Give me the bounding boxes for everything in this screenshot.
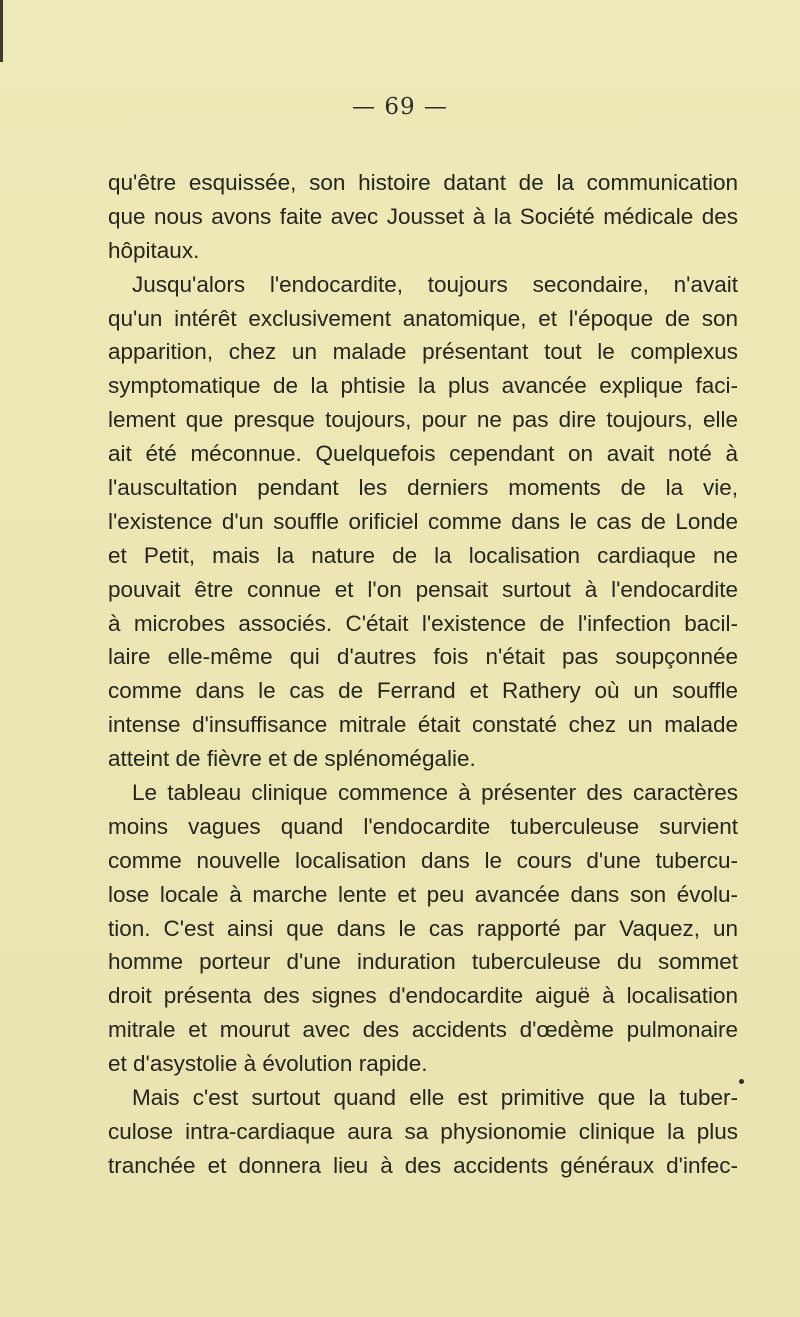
- text-line: ait été méconnue. Quelquefois cependant on avait noté à: [108, 441, 738, 467]
- text-line: hôpitaux.: [108, 237, 200, 263]
- text-line: comme nouvelle localisation dans le cours d'une tubercu-: [108, 847, 738, 873]
- text-line: tion. C'est ainsi que dans le cas rapporté par Vaquez, un: [108, 915, 738, 941]
- text-line: qu'être esquissée, son histoire datant de la communication: [108, 170, 738, 195]
- text-line: Le tableau clinique commence à présenter des caractères: [132, 780, 738, 806]
- text-line: comme dans le cas de Ferrand et Rathery où un souffle: [108, 678, 738, 704]
- text-line: l'existence d'un souffle orificiel comme dans le cas de Londe: [108, 508, 738, 534]
- text-line: l'auscultation pendant les derniers moments de la vie,: [108, 475, 738, 501]
- text-line: intense d'insuffisance mitrale était constaté chez un malade: [108, 712, 738, 738]
- body-text: [108, 166, 738, 1183]
- text-line: que nous avons faite avec Jousset à la Société médicale des: [108, 203, 738, 229]
- text-line: Mais c'est surtout quand elle est primitive que la tuber-: [132, 1085, 738, 1111]
- margin-dot: [739, 1079, 744, 1084]
- text-line: à microbes associés. C'était l'existence de l'infection bacil-: [108, 610, 738, 636]
- text-line: mitrale et mourut avec des accidents d'œdème pulmonaire: [108, 1017, 738, 1043]
- text-line: droit présenta des signes d'endocardite aiguë à localisation: [108, 983, 738, 1009]
- text-line: culose intra-cardiaque aura sa physionomie clinique la plus: [108, 1118, 738, 1144]
- text-line: atteint de fièvre et de splénomégalie.: [108, 746, 476, 772]
- text-line: et d'asystolie à évolution rapide.: [108, 1051, 428, 1077]
- text-line: lose locale à marche lente et peu avancée dans son évolu-: [108, 881, 738, 907]
- text-line: Jusqu'alors l'endocardite, toujours secondaire, n'avait: [132, 271, 738, 297]
- scan-edge: [0, 0, 3, 62]
- page-number: — 69 —: [352, 94, 448, 120]
- text-line: apparition, chez un malade présentant tout le complexus: [108, 339, 738, 365]
- text-line: homme porteur d'une induration tuberculeuse du sommet: [108, 949, 738, 975]
- text-line: symptomatique de la phtisie la plus avancée explique faci-: [108, 373, 738, 399]
- text-line: qu'un intérêt exclusivement anatomique, et l'époque de son: [108, 305, 738, 331]
- text-line: lement que presque toujours, pour ne pas dire toujours, elle: [108, 407, 738, 433]
- text-line: moins vagues quand l'endocardite tuberculeuse survient: [108, 813, 738, 839]
- text-line: et Petit, mais la nature de la localisation cardiaque ne: [108, 542, 738, 568]
- text-line: tranchée et donnera lieu à des accidents généraux d'infec-: [108, 1152, 738, 1178]
- text-line: pouvait être connue et l'on pensait surtout à l'endocardite: [108, 576, 738, 602]
- text-line: laire elle-même qui d'autres fois n'était pas soupçonnée: [108, 644, 738, 670]
